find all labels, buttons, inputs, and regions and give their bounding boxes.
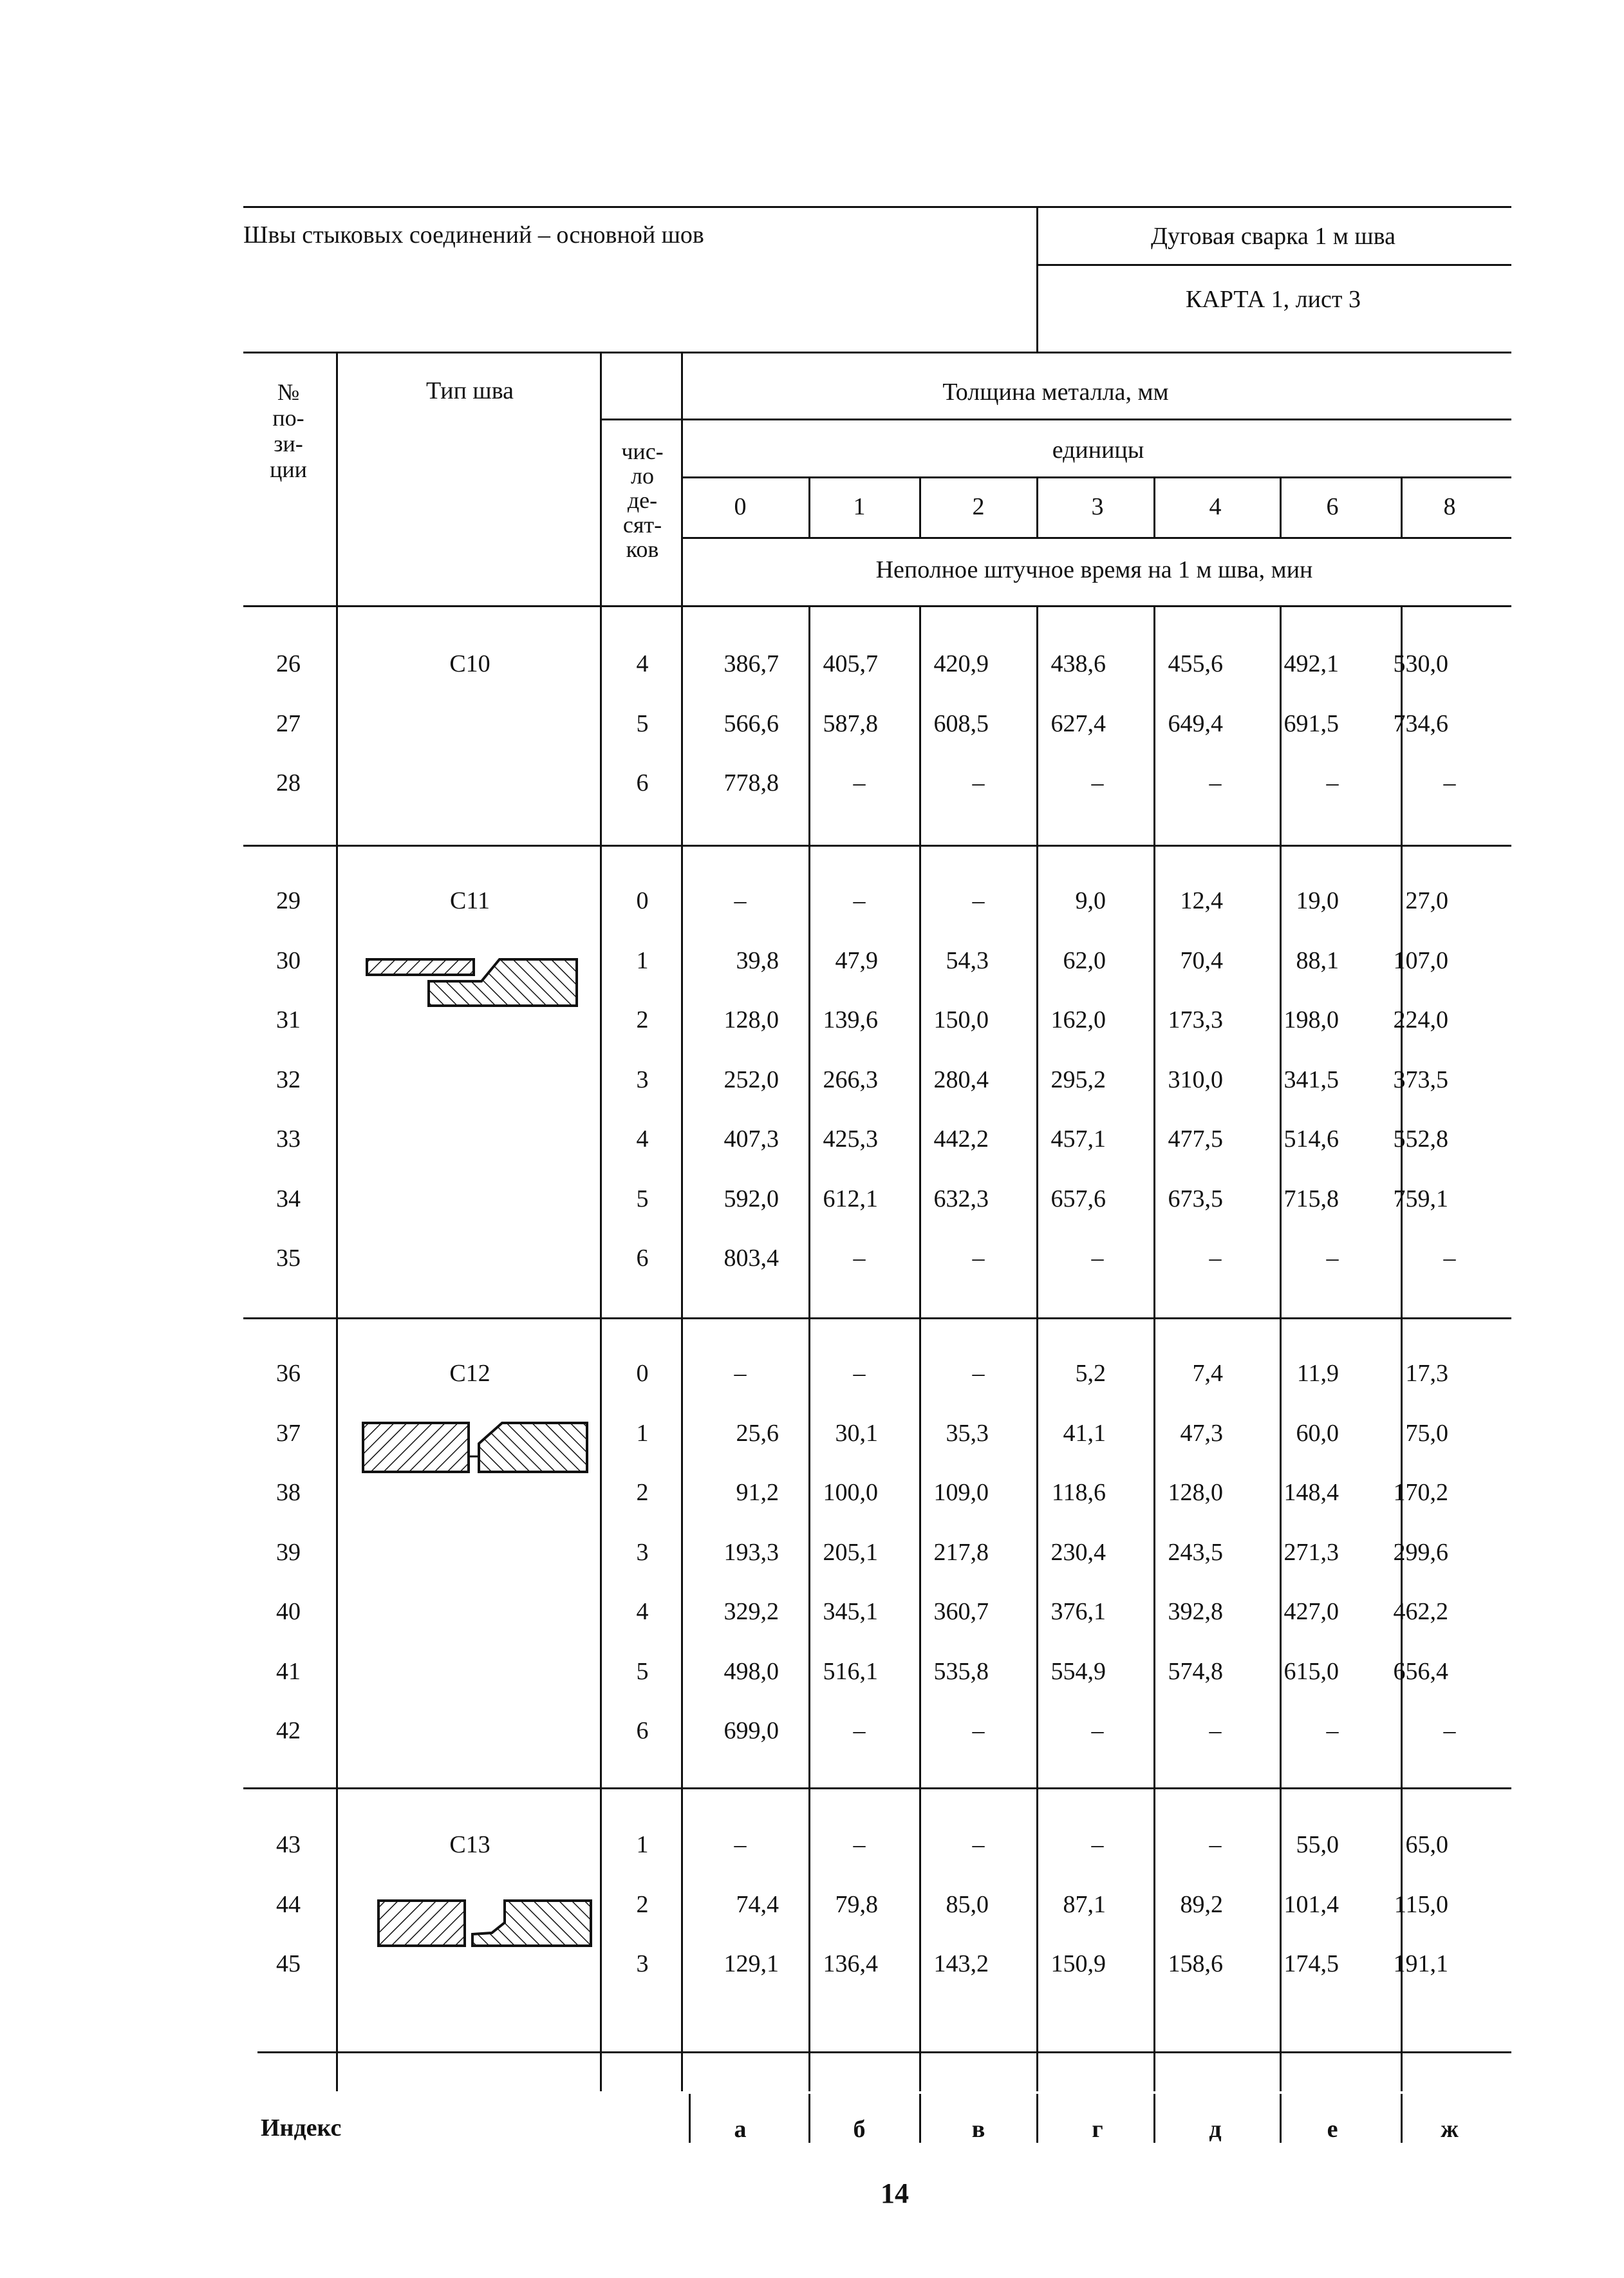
table-title: Швы стыковых соединений – основной шов [243, 221, 704, 249]
col-header-time: Неполное штучное время на 1 м шва, мин [875, 556, 1313, 583]
row-position: 37 [276, 1419, 301, 1447]
table-cell: – [1091, 1831, 1104, 1858]
table-cell: 271,3 [1283, 1538, 1339, 1566]
table-cell: 392,8 [1168, 1598, 1223, 1625]
row-tens: 0 [636, 887, 649, 914]
row-position: 38 [276, 1479, 301, 1506]
table-cell: 632,3 [933, 1185, 989, 1212]
table-cell: – [1326, 1717, 1339, 1744]
table-cell: 87,1 [1063, 1890, 1106, 1918]
table-cell: 148,4 [1283, 1479, 1339, 1506]
table-cell: 158,6 [1168, 1950, 1223, 1977]
col-header-units: единицы [1052, 437, 1144, 464]
table-cell: 715,8 [1283, 1185, 1339, 1212]
index-letter: ж [1441, 2116, 1459, 2143]
row-position: 33 [276, 1125, 301, 1153]
index-letter: г [1092, 2116, 1103, 2143]
table-cell: – [972, 1831, 985, 1858]
table-cell: 386,7 [723, 650, 779, 677]
seam-c13-sketch [376, 1897, 595, 1951]
seam-c12-sketch [360, 1418, 592, 1476]
table-cell: 41,1 [1063, 1419, 1106, 1447]
grid-line [919, 605, 921, 2091]
row-tens: 1 [636, 946, 649, 974]
table-cell: 608,5 [933, 710, 989, 737]
table-cell: 329,2 [723, 1598, 779, 1625]
table-cell: 612,1 [823, 1185, 878, 1212]
table-cell: – [853, 769, 866, 796]
table-cell: 574,8 [1168, 1657, 1223, 1685]
table-cell: – [972, 1717, 985, 1744]
row-position: 45 [276, 1950, 301, 1977]
table-cell: – [734, 1360, 747, 1387]
table-cell: – [853, 1831, 866, 1858]
table-cell: 12,4 [1180, 887, 1223, 914]
table-cell: 438,6 [1050, 650, 1106, 677]
row-position: 43 [276, 1831, 301, 1858]
col-header-seam-type: Тип шва [425, 377, 514, 404]
row-position: 35 [276, 1245, 301, 1272]
row-tens: 5 [636, 1185, 649, 1212]
grid-line [243, 1317, 1511, 1319]
table-cell: 552,8 [1393, 1125, 1448, 1153]
unit-header-4: 4 [1209, 493, 1222, 520]
grid-line [689, 2094, 691, 2143]
table-cell: 615,0 [1283, 1657, 1339, 1685]
table-cell: 657,6 [1050, 1185, 1106, 1212]
table-cell: 266,3 [823, 1066, 878, 1093]
row-tens: 6 [636, 769, 649, 796]
row-tens: 2 [636, 1890, 649, 1918]
table-cell: 376,1 [1050, 1598, 1106, 1625]
table-cell: 101,4 [1283, 1890, 1339, 1918]
table-cell: 224,0 [1393, 1006, 1448, 1033]
table-cell: 405,7 [823, 650, 878, 677]
table-cell: 100,0 [823, 1479, 878, 1506]
table-cell: 345,1 [823, 1598, 878, 1625]
row-tens: 6 [636, 1717, 649, 1744]
table-cell: – [1209, 1245, 1222, 1272]
table-cell: 592,0 [723, 1185, 779, 1212]
table-cell: 39,8 [736, 946, 779, 974]
table-cell: – [1209, 769, 1222, 796]
table-cell: 25,6 [736, 1419, 779, 1447]
tens-header-line: де- [627, 487, 658, 513]
table-cell: – [734, 887, 747, 914]
table-cell: 9,0 [1075, 887, 1106, 914]
tens-header-line: ло [631, 463, 654, 489]
grid-line [243, 1787, 1511, 1789]
row-position: 39 [276, 1538, 301, 1566]
table-cell: 280,4 [933, 1066, 989, 1093]
grid-line [1153, 476, 1155, 538]
grid-line [1153, 2094, 1155, 2143]
table-cell: 514,6 [1283, 1125, 1339, 1153]
grid-line [1401, 476, 1403, 538]
table-cell: 74,4 [736, 1890, 779, 1918]
grid-line [1036, 476, 1038, 538]
table-cell: 17,3 [1405, 1360, 1448, 1387]
table-cell: 656,4 [1393, 1657, 1448, 1685]
table-cell: – [734, 1831, 747, 1858]
unit-header-0: 0 [734, 493, 747, 520]
index-letter: в [971, 2116, 985, 2143]
table-cell: 47,3 [1180, 1419, 1223, 1447]
table-cell: 230,4 [1050, 1538, 1106, 1566]
table-cell: 7,4 [1192, 1360, 1223, 1387]
table-cell: – [1091, 1245, 1104, 1272]
table-cell: 62,0 [1063, 946, 1106, 974]
row-tens: 4 [636, 1125, 649, 1153]
row-position: 32 [276, 1066, 301, 1093]
table-cell: – [1209, 1717, 1222, 1744]
table-cell: 295,2 [1050, 1066, 1106, 1093]
table-cell: 341,5 [1283, 1066, 1339, 1093]
table-cell: 47,9 [835, 946, 878, 974]
table-cell: 128,0 [1168, 1479, 1223, 1506]
row-position: 31 [276, 1006, 301, 1033]
row-tens: 1 [636, 1831, 649, 1858]
table-cell: 162,0 [1050, 1006, 1106, 1033]
grid-line [336, 352, 338, 2091]
table-cell: 691,5 [1283, 710, 1339, 737]
row-tens: 3 [636, 1066, 649, 1093]
grid-line [1036, 2094, 1038, 2143]
table-cell: 115,0 [1394, 1890, 1448, 1918]
table-cell: 673,5 [1168, 1185, 1223, 1212]
grid-line [808, 605, 810, 2091]
row-position: 36 [276, 1360, 301, 1387]
table-cell: 455,6 [1168, 650, 1223, 677]
unit-header-8: 8 [1443, 493, 1456, 520]
table-cell: 193,3 [723, 1538, 779, 1566]
table-cell: 27,0 [1405, 887, 1448, 914]
table-cell: 566,6 [723, 710, 779, 737]
table-cell: 150,0 [933, 1006, 989, 1033]
table-cell: – [853, 887, 866, 914]
row-tens: 6 [636, 1245, 649, 1272]
table-cell: 373,5 [1393, 1066, 1448, 1093]
col-header-thickness: Толщина металла, мм [942, 379, 1169, 406]
row-tens: 5 [636, 1657, 649, 1685]
table-cell: – [1091, 1717, 1104, 1744]
table-cell: – [1443, 769, 1456, 796]
seam-c11-sketch [364, 952, 583, 1010]
grid-line [681, 352, 683, 2091]
card-label: КАРТА 1, лист 3 [1186, 286, 1361, 313]
table-cell: 498,0 [723, 1657, 779, 1685]
table-cell: 54,3 [946, 946, 989, 974]
table-cell: 85,0 [946, 1890, 989, 1918]
row-tens: 2 [636, 1006, 649, 1033]
grid-line [1036, 605, 1038, 2091]
table-cell: – [1326, 769, 1339, 796]
table-cell: 65,0 [1405, 1831, 1448, 1858]
grid-line [1280, 2094, 1282, 2143]
table-cell: 70,4 [1180, 946, 1223, 974]
table-cell: 55,0 [1296, 1831, 1339, 1858]
row-tens: 4 [636, 650, 649, 677]
table-cell: 109,0 [933, 1479, 989, 1506]
table-cell: 11,9 [1296, 1360, 1339, 1387]
table-cell: 299,6 [1393, 1538, 1448, 1566]
table-cell: 462,2 [1393, 1598, 1448, 1625]
table-cell: 442,2 [933, 1125, 989, 1153]
seam-type-label: С10 [449, 650, 490, 677]
table-cell: – [972, 1360, 985, 1387]
table-cell: 457,1 [1050, 1125, 1106, 1153]
table-cell: 778,8 [723, 769, 779, 796]
index-letter: а [734, 2116, 747, 2143]
row-position: 40 [276, 1598, 301, 1625]
table-cell: 627,4 [1050, 710, 1106, 737]
grid-line [257, 2051, 1511, 2053]
table-cell: 477,5 [1168, 1125, 1223, 1153]
table-cell: 79,8 [835, 1890, 878, 1918]
table-cell: 5,2 [1075, 1360, 1106, 1387]
grid-line [1401, 605, 1403, 2091]
table-cell: – [853, 1360, 866, 1387]
row-position: 29 [276, 887, 301, 914]
table-cell: 759,1 [1393, 1185, 1448, 1212]
grid-line [1280, 476, 1282, 538]
table-cell: – [972, 887, 985, 914]
table-cell: 803,4 [723, 1245, 779, 1272]
seam-type-label: С12 [449, 1360, 490, 1387]
grid-line [1153, 605, 1155, 2091]
table-cell: 136,4 [823, 1950, 878, 1977]
table-cell: 143,2 [933, 1950, 989, 1977]
table-cell: – [1326, 1245, 1339, 1272]
grid-line [808, 476, 810, 538]
table-cell: 243,5 [1168, 1538, 1223, 1566]
index-letter: е [1327, 2116, 1338, 2143]
table-cell: 554,9 [1050, 1657, 1106, 1685]
table-cell: 91,2 [736, 1479, 779, 1506]
table-cell: 427,0 [1283, 1598, 1339, 1625]
table-cell: 252,0 [723, 1066, 779, 1093]
index-letter: б [853, 2116, 866, 2143]
row-tens: 3 [636, 1538, 649, 1566]
table-cell: 19,0 [1296, 887, 1339, 914]
table-cell: 107,0 [1393, 946, 1448, 974]
table-cell: 205,1 [823, 1538, 878, 1566]
table-cell: 420,9 [933, 650, 989, 677]
row-position: 44 [276, 1890, 301, 1918]
index-label: Индекс [261, 2114, 342, 2142]
table-cell: 88,1 [1296, 946, 1339, 974]
position-header-line: по- [272, 405, 304, 431]
grid-line [919, 2094, 921, 2143]
tens-header-line: ков [626, 536, 659, 562]
table-cell: 516,1 [823, 1657, 878, 1685]
row-position: 30 [276, 946, 301, 974]
row-position: 41 [276, 1657, 301, 1685]
table-cell: 174,5 [1283, 1950, 1339, 1977]
row-tens: 5 [636, 710, 649, 737]
row-tens: 2 [636, 1479, 649, 1506]
table-cell: 360,7 [933, 1598, 989, 1625]
table-cell: 139,6 [823, 1006, 878, 1033]
table-cell: – [1091, 769, 1104, 796]
table-cell: – [1209, 1831, 1222, 1858]
table-cell: – [1443, 1245, 1456, 1272]
grid-line [808, 2094, 810, 2143]
table-cell: 191,1 [1393, 1950, 1448, 1977]
table-cell: 734,6 [1393, 710, 1448, 737]
table-cell: – [853, 1245, 866, 1272]
table-cell: 407,3 [723, 1125, 779, 1153]
row-position: 28 [276, 769, 301, 796]
table-cell: 535,8 [933, 1657, 989, 1685]
tens-header-line: чис- [621, 438, 664, 464]
table-cell: 89,2 [1180, 1890, 1223, 1918]
position-header-line: зи- [274, 431, 303, 457]
table-cell: – [972, 769, 985, 796]
grid-line [919, 476, 921, 538]
unit-header-3: 3 [1091, 493, 1104, 520]
row-tens: 1 [636, 1419, 649, 1447]
row-tens: 3 [636, 1950, 649, 1977]
table-cell: 492,1 [1283, 650, 1339, 677]
row-position: 27 [276, 710, 301, 737]
table-cell: 649,4 [1168, 710, 1223, 737]
grid-line [1280, 605, 1282, 2091]
unit-header-2: 2 [972, 493, 985, 520]
table-cell: 118,6 [1051, 1479, 1106, 1506]
table-cell: 425,3 [823, 1125, 878, 1153]
unit-header-1: 1 [853, 493, 866, 520]
grid-line [243, 845, 1511, 847]
table-cell: 587,8 [823, 710, 878, 737]
method-label: Дуговая сварка 1 м шва [1151, 223, 1395, 250]
row-tens: 0 [636, 1360, 649, 1387]
position-header-line: № [277, 379, 300, 405]
table-cell: – [1443, 1717, 1456, 1744]
tens-header-line: сят- [622, 512, 662, 538]
table-cell: 530,0 [1393, 650, 1448, 677]
table-cell: 173,3 [1168, 1006, 1223, 1033]
row-position: 26 [276, 650, 301, 677]
table-cell: – [972, 1245, 985, 1272]
row-tens: 4 [636, 1598, 649, 1625]
index-letter: д [1209, 2116, 1222, 2143]
table-cell: 129,1 [723, 1950, 779, 1977]
table-cell: 35,3 [946, 1419, 989, 1447]
table-cell: 198,0 [1283, 1006, 1339, 1033]
grid-line [1401, 2094, 1403, 2143]
table-cell: 30,1 [835, 1419, 878, 1447]
table-cell: – [853, 1717, 866, 1744]
seam-type-label: С11 [450, 887, 490, 914]
table-cell: 310,0 [1168, 1066, 1223, 1093]
grid-line [600, 352, 602, 2091]
unit-header-6: 6 [1326, 493, 1339, 520]
seam-type-label: С13 [449, 1831, 490, 1858]
row-position: 42 [276, 1717, 301, 1744]
page-number: 14 [881, 2178, 909, 2209]
row-position: 34 [276, 1185, 301, 1212]
table-cell: 217,8 [933, 1538, 989, 1566]
table-cell: 150,9 [1050, 1950, 1106, 1977]
table-cell: 60,0 [1296, 1419, 1339, 1447]
position-header-line: ции [270, 457, 307, 482]
table-cell: 170,2 [1393, 1479, 1448, 1506]
table-cell: 699,0 [723, 1717, 779, 1744]
table-cell: 75,0 [1405, 1419, 1448, 1447]
table-cell: 128,0 [723, 1006, 779, 1033]
